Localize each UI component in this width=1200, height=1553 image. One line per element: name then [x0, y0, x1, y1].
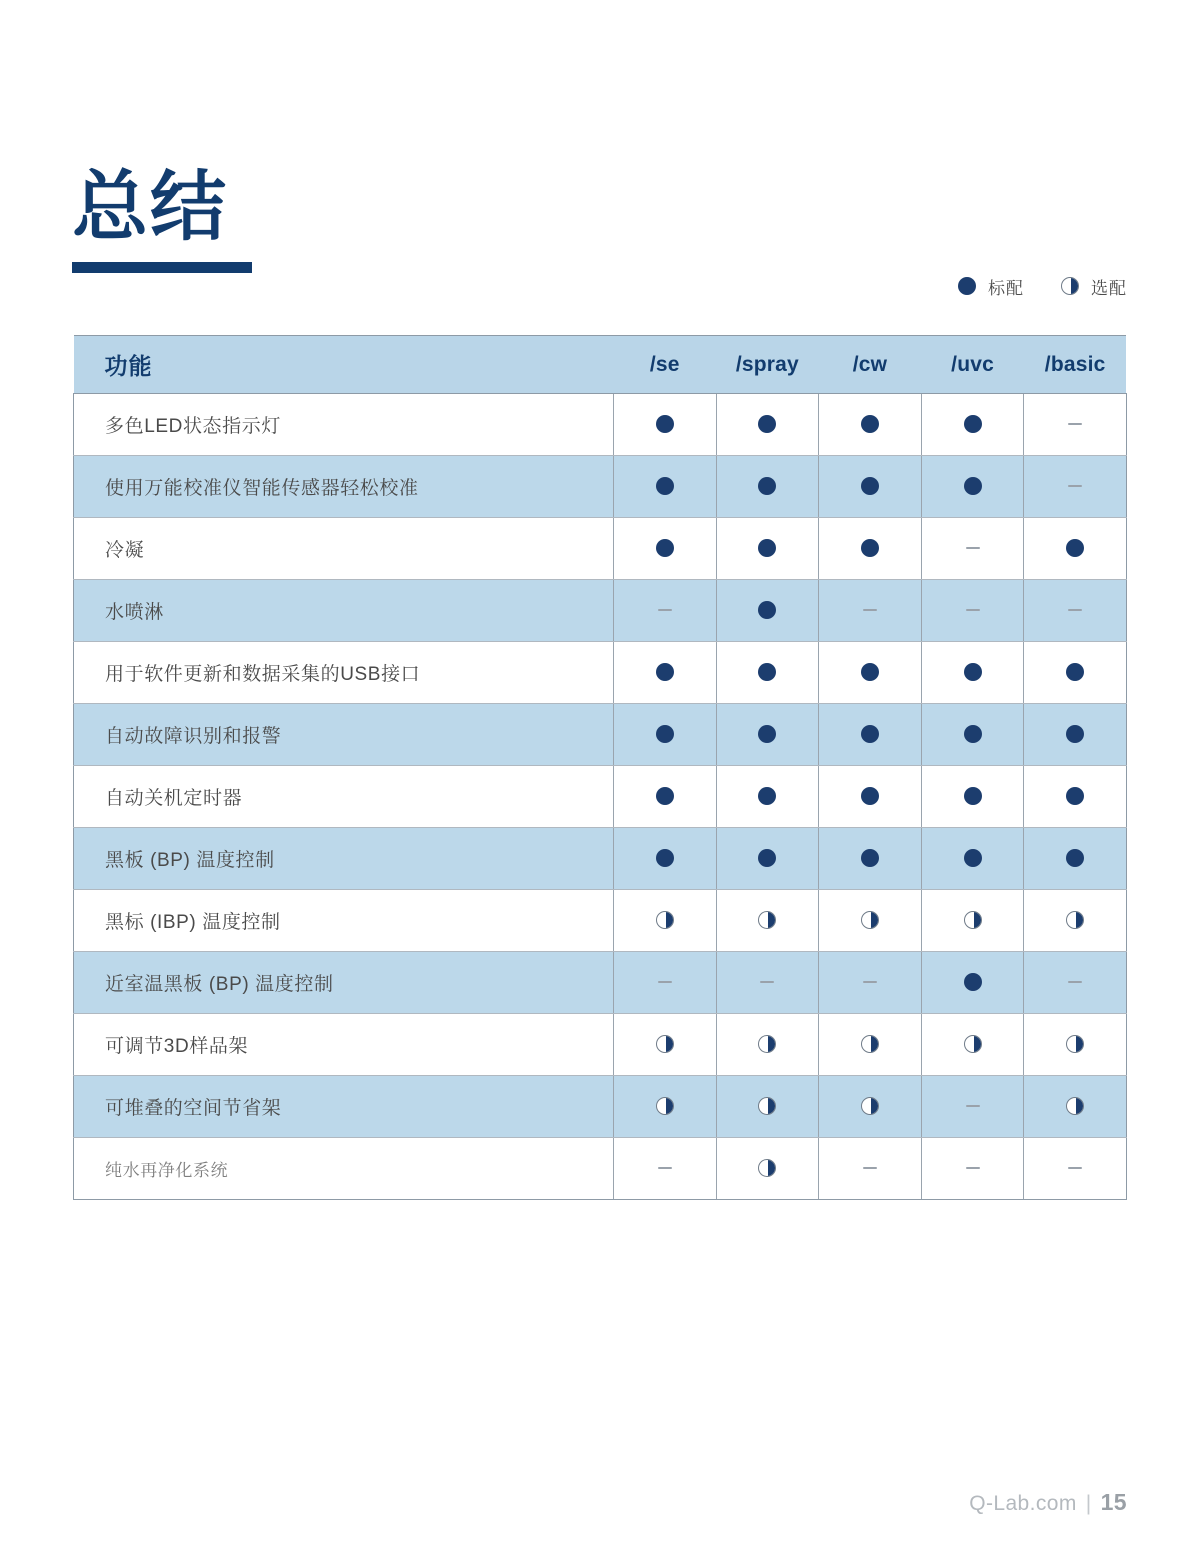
filled-circle-icon: [964, 477, 982, 495]
filled-circle-icon: [964, 849, 982, 867]
legend-item: [958, 274, 1024, 299]
footer-site: Q-Lab.com: [969, 1492, 1077, 1515]
footer-page-number: 15: [1100, 1489, 1127, 1515]
filled-circle-icon: [861, 663, 879, 681]
support-cell-spray: [716, 828, 819, 890]
table-row: [74, 704, 1127, 766]
support-cell-uvc: [921, 1076, 1024, 1138]
support-cell-uvc: [921, 704, 1024, 766]
filled-circle-icon: [656, 725, 674, 743]
feature-label: 近室温黑板 (BP) 温度控制: [74, 952, 614, 1014]
support-cell-uvc: [921, 766, 1024, 828]
support-cell-se: [614, 394, 717, 456]
support-cell-basic: [1024, 1076, 1127, 1138]
support-cell-cw: [819, 1076, 922, 1138]
dash-icon: [966, 1167, 980, 1169]
legend-item-label: 选配: [1091, 278, 1127, 298]
support-cell-basic: [1024, 580, 1127, 642]
column-header-se: /se: [614, 336, 717, 394]
filled-circle-icon: [758, 415, 776, 433]
support-cell-uvc: [921, 828, 1024, 890]
filled-circle-icon: [861, 415, 879, 433]
half-filled-circle-icon: [861, 1097, 879, 1115]
table-row: [74, 394, 1127, 456]
dash-icon: [1068, 981, 1082, 983]
table-header: [74, 336, 1127, 394]
filled-circle-icon: [861, 787, 879, 805]
half-filled-circle-icon: [758, 1159, 776, 1177]
footer-separator: |: [1085, 1492, 1092, 1515]
filled-circle-icon: [758, 663, 776, 681]
support-cell-se: [614, 704, 717, 766]
filled-circle-icon: [1066, 663, 1084, 681]
filled-circle-icon: [656, 849, 674, 867]
support-cell-basic: [1024, 766, 1127, 828]
feature-label: 纯水再净化系统: [74, 1138, 614, 1200]
support-cell-basic: [1024, 1014, 1127, 1076]
support-cell-spray: [716, 952, 819, 1014]
support-cell-spray: [716, 1138, 819, 1200]
column-header-feature: 功能: [74, 336, 614, 394]
feature-label: 多色LED状态指示灯: [74, 394, 614, 456]
half-filled-circle-icon: [656, 1035, 674, 1053]
feature-label: 黑板 (BP) 温度控制: [74, 828, 614, 890]
feature-label: 冷凝: [74, 518, 614, 580]
feature-label: 自动故障识别和报警: [74, 704, 614, 766]
support-cell-se: [614, 580, 717, 642]
filled-circle-icon: [861, 725, 879, 743]
filled-circle-icon: [656, 539, 674, 557]
support-cell-se: [614, 456, 717, 518]
support-cell-basic: [1024, 1138, 1127, 1200]
table-row: [74, 580, 1127, 642]
support-cell-spray: [716, 394, 819, 456]
table-body: [74, 394, 1127, 1200]
half-filled-circle-icon: [1066, 911, 1084, 929]
support-cell-spray: [716, 642, 819, 704]
filled-circle-icon: [958, 277, 976, 295]
table-row: [74, 518, 1127, 580]
table-row: [74, 456, 1127, 518]
feature-label: 可调节3D样品架: [74, 1014, 614, 1076]
filled-circle-icon: [964, 663, 982, 681]
support-cell-se: [614, 518, 717, 580]
filled-circle-icon: [758, 725, 776, 743]
support-cell-uvc: [921, 890, 1024, 952]
half-filled-circle-icon: [758, 911, 776, 929]
support-cell-spray: [716, 1014, 819, 1076]
table-row: [74, 890, 1127, 952]
table-row: [74, 766, 1127, 828]
support-cell-spray: [716, 704, 819, 766]
column-header-spray: /spray: [716, 336, 819, 394]
support-cell-spray: [716, 456, 819, 518]
support-cell-uvc: [921, 1138, 1024, 1200]
dash-icon: [863, 981, 877, 983]
support-cell-uvc: [921, 456, 1024, 518]
support-cell-uvc: [921, 580, 1024, 642]
half-filled-circle-icon: [758, 1035, 776, 1053]
dash-icon: [1068, 1167, 1082, 1169]
support-cell-cw: [819, 828, 922, 890]
table-header-row: [74, 336, 1127, 394]
support-cell-uvc: [921, 952, 1024, 1014]
feature-label: 水喷淋: [74, 580, 614, 642]
support-cell-cw: [819, 580, 922, 642]
filled-circle-icon: [1066, 725, 1084, 743]
half-filled-circle-icon: [1066, 1035, 1084, 1053]
support-cell-basic: [1024, 704, 1127, 766]
filled-circle-icon: [758, 787, 776, 805]
table-row: [74, 1138, 1127, 1200]
dash-icon: [966, 609, 980, 611]
dash-icon: [1068, 609, 1082, 611]
support-cell-cw: [819, 766, 922, 828]
support-cell-se: [614, 1138, 717, 1200]
page-footer: [969, 1489, 1127, 1516]
support-cell-uvc: [921, 518, 1024, 580]
half-filled-circle-icon: [861, 1035, 879, 1053]
support-cell-se: [614, 766, 717, 828]
support-cell-spray: [716, 518, 819, 580]
dash-icon: [658, 609, 672, 611]
feature-comparison-table: [73, 335, 1127, 1200]
dash-icon: [658, 981, 672, 983]
half-filled-circle-icon: [1066, 1097, 1084, 1115]
feature-label: 可堆叠的空间节省架: [74, 1076, 614, 1138]
dash-icon: [966, 1105, 980, 1107]
filled-circle-icon: [861, 849, 879, 867]
table-row: [74, 642, 1127, 704]
title-underline-rule: [72, 262, 252, 273]
support-cell-cw: [819, 642, 922, 704]
page-title: 总结: [72, 164, 228, 250]
half-filled-circle-icon: [656, 911, 674, 929]
support-cell-cw: [819, 1138, 922, 1200]
table-row: [74, 952, 1127, 1014]
support-cell-basic: [1024, 394, 1127, 456]
support-cell-se: [614, 642, 717, 704]
half-filled-circle-icon: [1061, 277, 1079, 295]
support-cell-basic: [1024, 456, 1127, 518]
half-filled-circle-icon: [861, 911, 879, 929]
half-filled-circle-icon: [964, 1035, 982, 1053]
dash-icon: [1068, 423, 1082, 425]
support-cell-uvc: [921, 642, 1024, 704]
table-row: [74, 828, 1127, 890]
support-cell-se: [614, 890, 717, 952]
support-cell-spray: [716, 580, 819, 642]
filled-circle-icon: [964, 973, 982, 991]
filled-circle-icon: [758, 477, 776, 495]
legend-item-label: 标配: [988, 278, 1024, 298]
support-cell-se: [614, 1014, 717, 1076]
filled-circle-icon: [964, 787, 982, 805]
filled-circle-icon: [758, 601, 776, 619]
table-row: [74, 1014, 1127, 1076]
feature-label: 黑标 (IBP) 温度控制: [74, 890, 614, 952]
feature-label: 用于软件更新和数据采集的USB接口: [74, 642, 614, 704]
support-cell-spray: [716, 890, 819, 952]
support-cell-basic: [1024, 890, 1127, 952]
support-cell-spray: [716, 766, 819, 828]
table-row: [74, 1076, 1127, 1138]
filled-circle-icon: [656, 477, 674, 495]
feature-label: 自动关机定时器: [74, 766, 614, 828]
half-filled-circle-icon: [656, 1097, 674, 1115]
filled-circle-icon: [964, 725, 982, 743]
support-cell-basic: [1024, 642, 1127, 704]
half-filled-circle-icon: [964, 911, 982, 929]
filled-circle-icon: [758, 539, 776, 557]
column-header-basic: /basic: [1024, 336, 1127, 394]
filled-circle-icon: [861, 477, 879, 495]
support-cell-cw: [819, 1014, 922, 1076]
support-cell-basic: [1024, 518, 1127, 580]
support-cell-cw: [819, 394, 922, 456]
filled-circle-icon: [1066, 539, 1084, 557]
support-cell-cw: [819, 890, 922, 952]
filled-circle-icon: [861, 539, 879, 557]
support-cell-se: [614, 952, 717, 1014]
support-cell-basic: [1024, 828, 1127, 890]
filled-circle-icon: [964, 415, 982, 433]
support-cell-cw: [819, 704, 922, 766]
support-cell-cw: [819, 456, 922, 518]
feature-label: 使用万能校准仪智能传感器轻松校准: [74, 456, 614, 518]
support-cell-se: [614, 1076, 717, 1138]
dash-icon: [658, 1167, 672, 1169]
filled-circle-icon: [656, 663, 674, 681]
support-cell-uvc: [921, 394, 1024, 456]
column-header-cw: /cw: [819, 336, 922, 394]
dash-icon: [863, 609, 877, 611]
dash-icon: [760, 981, 774, 983]
support-cell-uvc: [921, 1014, 1024, 1076]
column-header-uvc: /uvc: [921, 336, 1024, 394]
filled-circle-icon: [1066, 787, 1084, 805]
filled-circle-icon: [758, 849, 776, 867]
support-cell-se: [614, 828, 717, 890]
dash-icon: [863, 1167, 877, 1169]
legend-item: [1061, 274, 1127, 299]
legend: [958, 275, 1127, 297]
support-cell-spray: [716, 1076, 819, 1138]
support-cell-cw: [819, 518, 922, 580]
support-cell-basic: [1024, 952, 1127, 1014]
dash-icon: [966, 547, 980, 549]
dash-icon: [1068, 485, 1082, 487]
half-filled-circle-icon: [758, 1097, 776, 1115]
support-cell-cw: [819, 952, 922, 1014]
filled-circle-icon: [656, 787, 674, 805]
filled-circle-icon: [1066, 849, 1084, 867]
filled-circle-icon: [656, 415, 674, 433]
